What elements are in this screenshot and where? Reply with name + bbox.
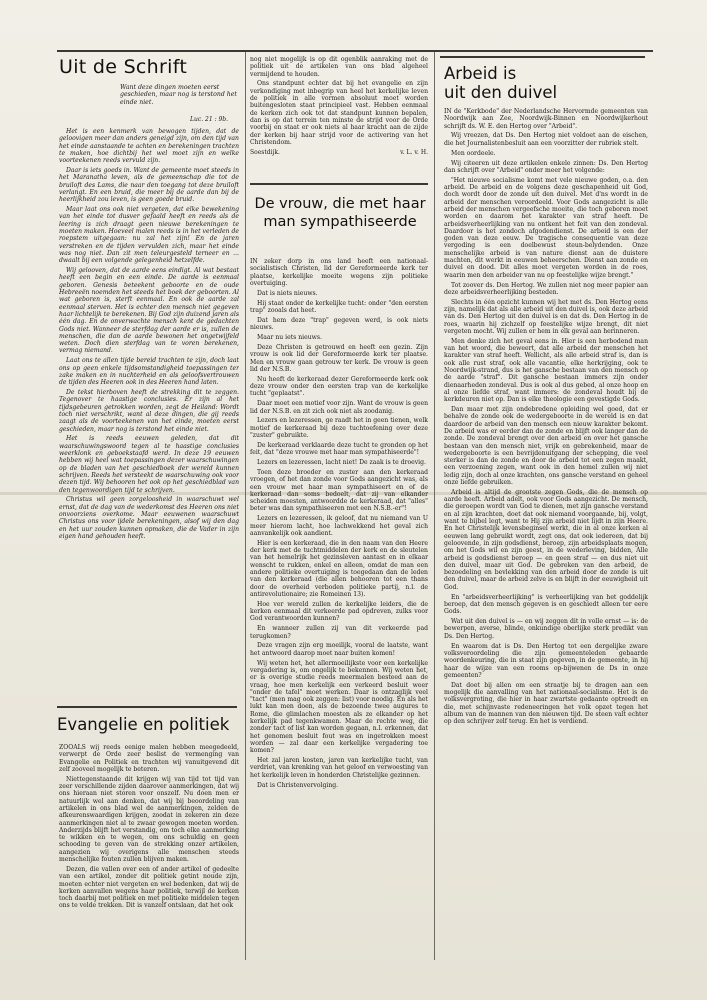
paragraph: nog niet mogelijk is op dit ogenblik aanraking met de politiek uit de artikelen van ons blad algeheel vermijdend te houden. bbox=[250, 56, 428, 78]
paragraph: Wat uit den duivel is — en wij zeggen dit in volle ernst — is: de bewerpen, averse, blinde, onkundige oberlijke sterk predikt van Ds. Den Hertog. bbox=[444, 618, 648, 640]
paragraph: En "arbeidsverheerlijking" is verheerlijking van het goddelijk beroep, dat den mensch gegeven is en geschiedt alleen ter eere Gods. bbox=[444, 593, 648, 616]
paragraph: Hij staat onder de kerkelijke tucht: onder "den eersten trap" zooals dat heet. bbox=[250, 299, 428, 314]
paragraph: De kerkeraad verklaarde deze tucht te gronden op het feit, dat "deze vrouwe met haar man sympathiseerde"! bbox=[250, 441, 428, 457]
paragraph: Wij gelooven, dat de aarde eens eindigt. Al wat bestaat heeft een begin en een einde. De aarde is eenmaal geboren. Genesis beteekent geboorte en de oude Hebreeën noemden het steeds het boek der geboorten. Al wat geboren is, sterft eenmaal. En ook de aarde zal eenmaal sterven. Het is echter den mensch niet gegeven haar lichtelijk te berekenen. Bij God zijn duizend jaren als één dag. En de onverwachte mensch kent de gedachten Gods niet. Wanneer de sterfdag der aarde er is, zullen de menschen, die dan de aarde bewonen het ongetwijfeld weten. Doch dien sterfdag van te voren berekenen, vermag niemand. bbox=[59, 267, 239, 355]
paragraph: Maar nu iets nieuws. bbox=[257, 334, 322, 342]
uit-de-schrift-body bbox=[59, 128, 239, 706]
paragraph: Wij citeeren uit deze artikelen enkele zinnen: Ds. Den Hertog dan schrijft over "Arbeid" onder meer het volgende: bbox=[444, 159, 648, 174]
paragraph: IN de "Kerkbode" der Nederlandsche Hervormde gemeenten van Noordwijk aan Zee, Noordwijk-Binnen en Noordwijkerhout schrijft ds. W. E. den Hertog over "Arbeid". bbox=[444, 108, 648, 130]
de-vrouw-body bbox=[250, 258, 428, 958]
paragraph: Arbeid is altijd de grootste zegen Gods, die de mensch op aarde heeft. Arbeid adelt, ook voor Gods aangezicht. De mensch, die geroepen wordt van God te dienen, met zijn gansche verstand en al zijn krachten, doet dat ook niemand voorgaande, bij, volgt, want te bijbel legt, want te Hij zijn arbeid niet lijdt in zijn Heere. En het Christelijk levensbeginsel werkt, die in al onze kerken al eeuwen lang gebruikt wordt, zegt ons, dat ook iedereen, dat bij geloovende, in zijn godsdienst, beroep, zijn arbeidsplaats mogen, om het Gods wil en zijn geest, in de wederleving, bidden, Alle arbeid is godsdienst beroep — en geen straf — en dus niet uit den duivel, maar uit God. De gebreken van den arbeid, de bezoedeling en bevlekking van den arbeid door de zonde is uit den duivel, maar de arbeid zelve is en blijft in der eeuwigheid uit God. bbox=[444, 488, 648, 591]
paragraph: Het is reeds eeuwen geleden, dat dit waarschuwingswoord tegen al te haastige conclusies weerklonk en geboekstaafd werd. In deze 19 eeuwen hebben wij heel wat toepassingen dezer waarschuwingen op de bladen van het geschiedboek der wereld kunnen schrijven. Reeds het versteekt de waarschuwing ook voor dezen tijd. Wij behooren het ook op het geschiedblad van den tegenwoordigen tijd te schrijven. bbox=[59, 435, 239, 494]
paragraph: Nu heeft de kerkeraad dezer Gereformeerde kerk ook deze vrouw onder den eersten trap van de kerkelijke tucht "geplaatst". bbox=[250, 375, 428, 398]
paragraph: Het is een kenmerk van bewogen tijden, dat de geloovigen meer dan anders geneigd zijn, om den tijd van het einde aanstaande te achten en berekeningen trachten te maken, hoe dichtbij het wel moet zijn en welke voorteekenen reeds vervuld zijn. bbox=[59, 128, 239, 165]
paragraph: Toen deze broeder en zuster aan den kerkeraad vroegen, of het dan zonde voor Gods aangezicht was, als een vrouw met haar man sympathiseert en of de kerkeraad dan soms bedoelt, dat zij van elkander scheiden moesten, antwoordde de kerkeraad, dat "alles" beter was dan sympathiseeren met een N.S.B.-er"! bbox=[250, 468, 428, 513]
section-rule bbox=[440, 56, 645, 58]
paragraph: Lezers en lezeressen, ik geloof, dat nu niemand van U meer hierom lacht, hoe lachwekkend het geval zich aanvankelijk ook aandient. bbox=[250, 515, 428, 537]
uit-de-schrift-title: Uit de Schrift bbox=[59, 56, 188, 78]
signature-author: v. L. v. H. bbox=[400, 148, 428, 156]
paragraph: Hoe ver wereld zullen de kerkelijke leiders, die de kerken eenmaal dit verkeerde pad opdreven, zulks voor God verantwoorden kunnen? bbox=[250, 600, 428, 623]
section-rule bbox=[250, 183, 428, 185]
paragraph: Lezers en lezeressen, ge raadt het in geen tienen, welk motief de kerkeraad bij deze tuchtoefening over deze "zuster" gebruikte. bbox=[250, 417, 428, 439]
arbeid-title-line2: uit den duivel bbox=[444, 83, 558, 102]
section-rule bbox=[57, 706, 237, 708]
paragraph: Dat is Christenvervolging. bbox=[257, 781, 339, 789]
paragraph: Lezers en lezeressen, lacht niet! De zaak is te droevig. bbox=[257, 459, 426, 467]
paragraph: Tot zoover ds. Den Hertog. We zullen niet nog meer papier aan deze arbeidsverheerlijking besteden. bbox=[444, 281, 648, 296]
paragraph: Men oordeele. bbox=[451, 149, 496, 157]
paragraph: Het zal jaren kosten, jaren van kerkelijke tucht, van verdriet, van krenking van het geloof en verwoesting van het kerkelijk leven in honderden Christelijke gezinnen. bbox=[250, 757, 428, 779]
paragraph: Deze Christen is getrouwd en heeft een gezin. Zijn vrouw is ook lid der Gereformeerde kerk ter plaatse. Men en vrouw gaan getrouw ter kerk. De vrouw is geen lid der N.S.B. bbox=[250, 343, 428, 373]
arbeid-title-line1: Arbeid is bbox=[444, 64, 517, 83]
paragraph: Dezen, die vallen over een of ander artikel of gedeelte van een artikel, zonder dit politiek getint noude zijn, moeten echter niet vergeten en wel bedenken, dat wij de kerken aanvallen wegens haar politiek, terwijl de kerken toch daarbij met politiek en met politieke middelen tegen ons te velde trekken. Dit is vanzelf ontslaan, dat het ook bbox=[59, 865, 239, 910]
evangelie-en-politiek-body bbox=[59, 744, 239, 960]
paragraph: Dat doet bij allen om een straatje bij te dragen aan een mogelijk die aanvalling van het nationaal-socialisme. Het is de volksvergroting, die hier in haar zwartste gedaante optreedt en die, met schijnvaste redeneeringen het volk opzet tegen het album van de mannen van den nieuwen tijd. De steen valt echter op den schrijver zelf terug. En het is verdiend. bbox=[444, 681, 648, 726]
de-vrouw-title: De vrouw, die met haar man sympathiseerde bbox=[254, 196, 426, 230]
paragraph: Maar laat ons ook niet vergeten, dat elke bewekening van het einde tot dusver gefaald heeft en reeds als de leering is zich draagt geen nieuwe berekeningen te moeten maken. Hoeveel malen reeds is in het verleden de roepstem uitgegaan: nu zal het zijn! En de jaren verstreken en de tijden vervulden zich, maar het einde was nog niet. Dan zit men teleurgesteld terneer en ... dwaalt bij een volgende gelegenheid hetzelfde. bbox=[59, 206, 239, 265]
paragraph: Dat hem deze "trap" gegeven werd, is ook niets nieuws. bbox=[250, 316, 428, 332]
paragraph: En waarom dat is Ds. Den Hertog tot een dergelijke zware volksveroordeling die zijn gemeenteleden gebaarde woordenkeuring, die in staat zijn gegeven, in de gemeente, in hij haar de wijze van een rooms op-bijwenen de Ds in onze gemeenten? bbox=[444, 642, 648, 679]
scripture-quote: Want deze dingen moeten eerst geschieden, maar nog is terstond het einde niet. bbox=[120, 84, 237, 106]
paragraph: "Het nieuwe socialisme komt met vele nieuwe goden, o.a. den arbeid. De arbeid en de volgens deze geschapenheid uit God, doch wordt door de zonde uit den duivel. Met d'ns wordt in de arbeid der menschen veroordeeld. Voor Gods aangezicht is alle arbeid der menschen vergeefsche moeite, die toch geboren moet worden en daarom het karakter van straf heeft. De arbeidsverheerlijking van nu ontkent het feit van den zondeval. Daardoor is het zondoch afgodendienst. De arbeid is een der goden van deze eeuw. De tragische consequentie van deze vergoding is een doelbewust steun-belydenden. Onze menschelijke arbeid is van nature dienst aan de duistere machten, dit werkt in eeuwen beheerschen. Dienst aan zonde en duivel en dood. Dit alles moet vergeten worden in de roes, waarin men den arbeider van nu op feestelijke wijze brengt." bbox=[444, 176, 648, 279]
paragraph: En wanneer zullen zij van dit verkeerde pad terugkomen? bbox=[250, 625, 428, 640]
arbeid-body bbox=[444, 108, 648, 958]
top-rule bbox=[57, 50, 653, 52]
column-divider-right bbox=[434, 52, 435, 960]
paragraph: Wij vreezen, dat Ds. Den Hertog niet voldoet aan de eischen, die het Journalistenbesluit aan een voorzitter der rubriek stelt. bbox=[444, 132, 648, 147]
column-divider-left bbox=[245, 52, 246, 960]
paragraph: Daar moet een motief voor zijn. Want de vrouw is geen lid der N.S.B. en zit zich ook niet als zoodanig. bbox=[250, 400, 428, 415]
paragraph: Daar is iets goeds in. Want de gemeente moet steeds in het Maranatha leven, als de gemeenschap die tot de bruiloft des Lams, die naar den toegang tot deze bruiloft verlangt. En een bruid, die meer bij de aarde dan bij de heerlijkheid zou leven, is geen goede bruid. bbox=[59, 167, 239, 204]
paragraph: Christus wil geen zorgeloosheid in waarschuwt wel ernst, dat de dag van de wederkomst des Heeren ons niet onvoorziens overkome. Maar eeuwenen waarschuwt Christus ons voor ijdele berekeningen, alsof wij den dag en het uur zouden kunnen opmaken, die de Vader in zijn eigen hand gehouden heeft. bbox=[59, 496, 239, 540]
signature-place: Soestdijk. bbox=[250, 148, 280, 156]
paragraph: Men denke zich het geval eens in. Hier is een herbodend man van het woord, die beweert, dat alle arbeid der menschen het karakter van straf heeft. Wellicht, als alle arbeid straf is, dan is ook alle rust straf, ook alle vacantie, elke herkrijging, ook te Noordwijk-strand, dus is het gansche bestaan van den mensch op de aarde "straf". Dit gansche bestaan immers zijn onder dienaarheden zondeval. Dus is ook al dus gebed, al onze hoop en al onze liefde straf, want immers: de zondeval houdt bij de kerkdeuren niet op. Dan is elke theologie een gevestigde Gods. bbox=[444, 337, 648, 404]
paragraph: Ons standpunt echter dat bij het evangelie en zijn verkondiging met inbegrip van heel het kerkelijke leven de politiek in alle vormen absoluut moet worden buitengesloten staat principieel vast. Hebben eenmaal de kerken zich ook tot dat standpunt kunnen bepalen, dan is op dat terrein ten minste de strijd voor de Orde voorbij en staat er ook niets al haar kracht aan de zijde der kerken bij haar strijd voor de activering van het Christendom. bbox=[250, 80, 428, 146]
scripture-reference: Luc. 21 : 9b. bbox=[190, 116, 229, 123]
paragraph: Dan maar met zijn ondebredene opleiding wel goed, dat er behalve de zonde ook de wedergeboorte in de wereld is en dat daardoor de arbeid van den mensch een nieuw karakter bekomt. De arbeid was er eerder dan de zonde en blijft ook langer dan de zonde. De zondeval brengt over den arbeid en over het gansche bestaan van den mensch niet, vrijk en gebrekenheid, maar de wedergeboorte is een bevrijdenuitgang der schepping, die veel sterker is dan de zonde en door de arbeid tot een zegen maakt, een verzoening zegen, want ook in den hemel zullen wij niet ledig zijn, doch al onze krachten, ons gansche verstand en geheel onze liefde gebruiken. bbox=[444, 406, 648, 486]
paragraph: Slechts in één opzicht kunnen wij het met ds. Den Hertog eens zijn, namelijk dat als alle arbeid uit den duivel is, ook deze arbeid van ds. Den Hertog uit den duivel is en dat ds. Den Hertog in de roes, waarin hij zichzelf op feestelijke wijze brengt, dit niet vergeten mocht. Wij zullen er hem in elk geval aan herinneren. bbox=[444, 298, 648, 335]
evangelie-en-politiek-title: Evangelie en politiek bbox=[57, 715, 230, 734]
evangelie-continuation bbox=[250, 56, 428, 174]
paragraph: Deze vragen zijn erg moeilijk, vooral de laatste, want het antwoord daarop moet naar buiten komen! bbox=[250, 642, 428, 657]
signature-line bbox=[250, 149, 428, 156]
paragraph: Dat is niets nieuws. bbox=[257, 289, 318, 297]
paragraph: Laat ons te allen tijde bereid trachten te zijn, doch laat ons op geen enkele tijdsomstandigheid toepassingen ter zake maken en in nuchterheid en als geloofsvertrouwen de tijden des Heeren ook in des Heeren hand laten. bbox=[59, 357, 239, 387]
paragraph: De tekst hierboven heeft de strekking dit te zeggen. Tegenover te haastige conclusies. Er zijn al het tijdsgebeuren getrokken worden, zegt de Heiland: Wordt toch niet verschrikt, want al deze dingen, die gij reeds zaagt als de voorteekenen van het einde, moeten eerst geschieden, maar nog is terstond het einde niet. bbox=[59, 389, 239, 433]
paragraph: Wij weten het, het allermoeilijkste voor een kerkelijke vergadering is, om ongelijk te bekennen. Wij weten het, er is overige studie reeds meermalen besteed aan de vraag, hoe men kerkelijk een verkeerd besluit weer "onder de tafel" moet werken. Daar is ontzaglijk veel "tact" (men mag ook zeggen: list) voor noodig. En als het lukt kan men doen, als de bezoende twee augures te Rome, die glimlachen moesten als ze elkander op het kerkelijk pad tegenkwamen. Maar de rechte weg, die zonder tact of list kan worden gegaan, n.l. erkennen, dat het genomen besluit fout was en ingetrokken moest worden — zal daar een kerkelijke vergadering toe komen? bbox=[250, 659, 428, 755]
arbeid-title bbox=[444, 64, 557, 102]
paragraph: IN zeker dorp in ons land heeft een nationaal-socialistisch Christen, lid der Gereformeerde kerk ter plaatse, kerkelijke moeite wegens zijn politieke overtuiging. bbox=[250, 258, 428, 287]
paragraph: Hier is een kerkeraad, die in den naam van den Heere der kerk met de tuchtmiddelen der kerk en de sleutelen van het hemelrijk het gezinsleven aantast en in elkaar wenscht te rukken, enkel en alleen, omdat de man een andere politieke overtuiging is toegedaan dan de leden van den kerkeraad (die allen behooren tot een thans door de overheid verboden politieke partij, n.l. de antirevolutionaire; zie Romeinen 13). bbox=[250, 539, 428, 598]
paragraph: ZOOALS wij reeds eenige malen hebben meegedeeld, verwerpt de Orde zeer beslist de vermenging van Evangelie en Politiek en trachten wij vanuitgevend dit zelf zooveel mogelijk te beteren. bbox=[59, 744, 239, 773]
paragraph: Niettegenstaande dit krijgen wij van tijd tot tijd van zeer verschillende zijden daarover aanmerkingen, dat wij ons hieraan niet storen voor onszelf. Nu doen men er natuurlijk wel aan denken, dat wij bij beoordeling van artikelen in ons blad wel de aanmerkingen, zelden de afkeurenswaardigen krijgen, zoodat in zekeren zin deze aanmerkingen niet al te zwaar gewogen moeten worden. Anderzijds blijft het verstandig, om toch elke aanmerking te wikken en te wegen, om ons schuldig en geen schooding te geven van de strekking onzer artikelen, aangezien wij overigens alle menschen steeds menschelijke fouten zullen blijven maken. bbox=[59, 775, 239, 864]
